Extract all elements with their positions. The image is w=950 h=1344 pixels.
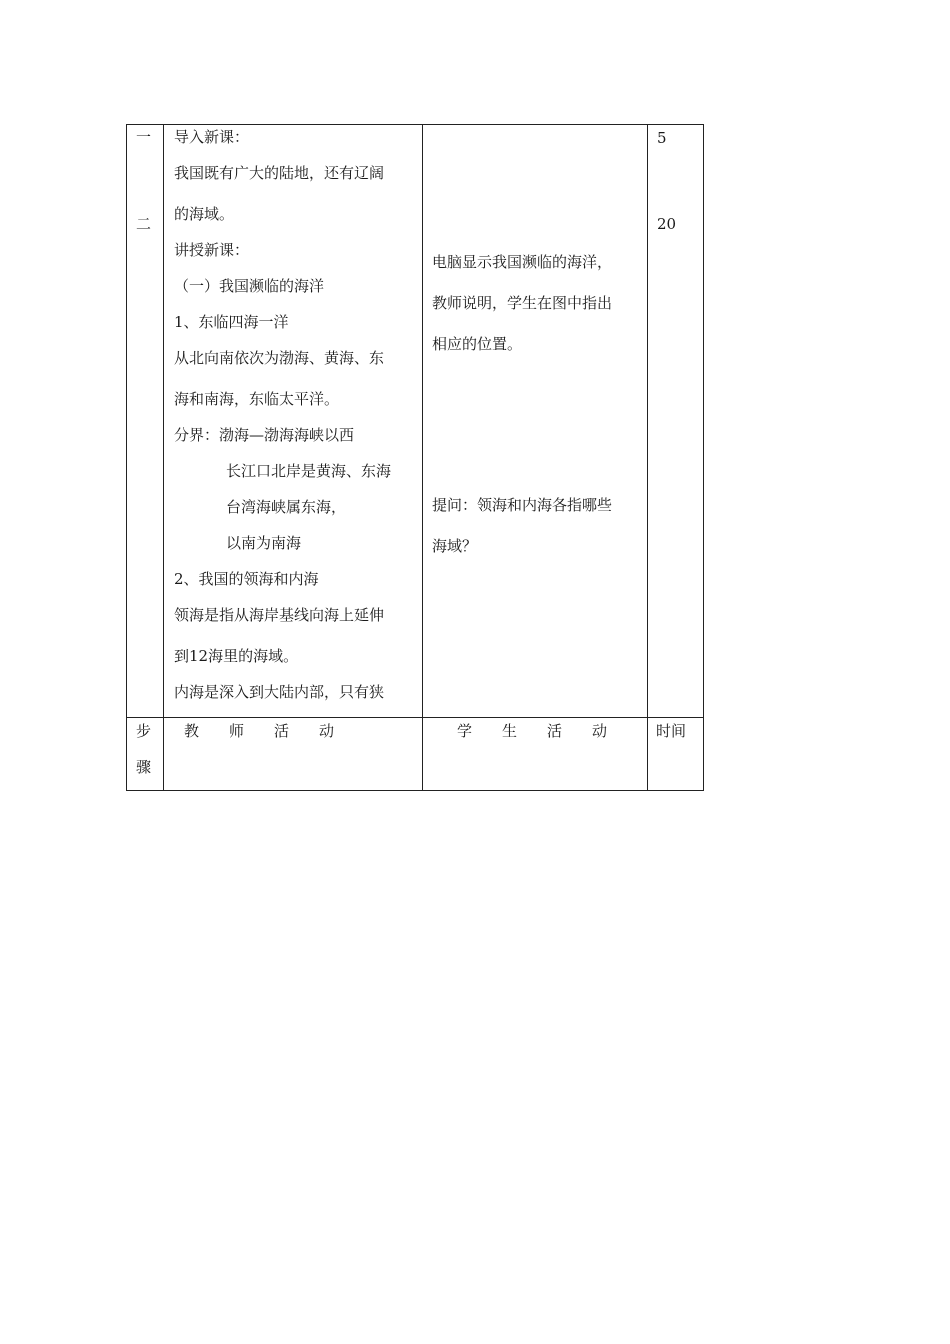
- teacher-line: 到12海里的海域。: [174, 647, 299, 665]
- student-line: 海域？: [432, 537, 478, 555]
- header-step-2: 骤: [136, 758, 152, 776]
- teacher-line: 从北向南依次为渤海、黄海、东: [174, 349, 385, 367]
- step-label-1: 一: [136, 128, 152, 146]
- teacher-line: 2、我国的领海和内海: [174, 570, 319, 588]
- teacher-line: 内海是深入到大陆内部，只有狭: [174, 683, 385, 701]
- time-value: 5: [657, 129, 667, 147]
- table-left-border: [126, 124, 127, 791]
- teacher-line: 台湾海峡属东海，: [226, 498, 347, 516]
- teacher-line: 我国既有广大的陆地，还有辽阔: [174, 164, 385, 182]
- student-line: 电脑显示我国濒临的海洋，: [432, 253, 613, 271]
- student-line: 提问：领海和内海各指哪些: [432, 496, 613, 514]
- header-teacher-activity: 教 师 活 动: [184, 722, 335, 740]
- table-right-border: [703, 124, 704, 791]
- header-step-1: 步: [136, 722, 152, 740]
- column-divider-1: [163, 124, 164, 791]
- table-header-divider: [126, 717, 704, 718]
- header-time: 时间: [656, 722, 687, 740]
- teacher-line: 以南为南海: [226, 534, 302, 552]
- step-label-2: 二: [136, 215, 152, 233]
- teacher-line: 领海是指从海岸基线向海上延伸: [174, 606, 385, 624]
- student-line: 相应的位置。: [432, 335, 523, 353]
- teacher-line: 的海域。: [174, 205, 235, 223]
- teacher-line: 长江口北岸是黄海、东海: [226, 462, 392, 480]
- table-bottom-border: [126, 790, 704, 791]
- student-line: 教师说明，学生在图中指出: [432, 294, 613, 312]
- column-divider-2: [422, 124, 423, 791]
- table-top-border: [126, 124, 704, 125]
- header-student-activity: 学 生 活 动: [457, 722, 608, 740]
- teacher-line: 导入新课：: [174, 128, 250, 146]
- teacher-line: 讲授新课：: [174, 241, 250, 259]
- column-divider-3: [647, 124, 648, 791]
- teacher-line: 分界：渤海—渤海海峡以西: [174, 426, 355, 444]
- teacher-line: （一）我国濒临的海洋: [174, 277, 325, 295]
- teacher-line: 1、东临四海一洋: [174, 313, 289, 331]
- time-value: 20: [657, 215, 677, 233]
- teacher-line: 海和南海，东临太平洋。: [174, 390, 340, 408]
